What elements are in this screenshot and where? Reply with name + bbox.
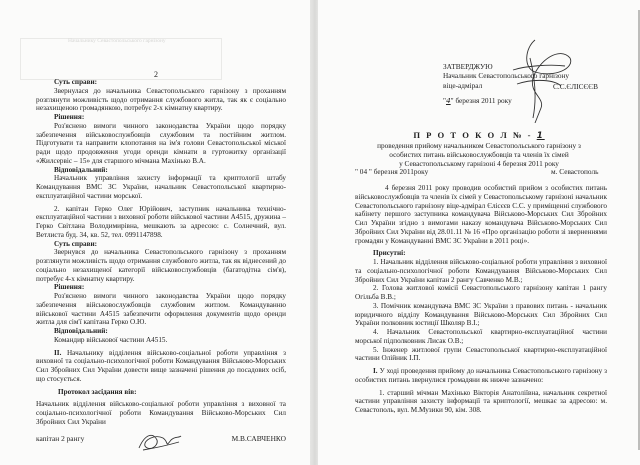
case1-essence-label: Суть справи:: [54, 78, 98, 86]
case1-decision-label: Рішення:: [54, 113, 85, 121]
signature-savchenko: [135, 430, 183, 454]
section-1-text: У ході проведення прийому до начальника Севастопольського гарнізону з особистих питань звернулися громадяни як нижче зазначено:: [355, 367, 608, 384]
approve-position: Начальник Севастопольського гарнізону: [443, 71, 570, 81]
subtitle-line: особистих питань військовослужбовців та членів їх сімей: [389, 150, 569, 159]
bleed-through-text: Начальнику Севастопольського гарнізону: [68, 38, 166, 44]
left-page-body: [36, 78, 286, 427]
present-item: 3. Помічник командувача ВМС ЗС України з правових питань - начальник юридичного відділу Командування Військово-Морських Сил Збройних Сил України полковник юстиції Школяр В.І.;: [355, 301, 607, 328]
approve-date-suffix: " березня 2011 року: [450, 96, 512, 106]
approve-label: ЗАТВЕРДЖУЮ: [443, 62, 493, 71]
keeper-name: М.В.САВЧЕНКО: [231, 434, 286, 443]
document-page-2: [0, 0, 312, 465]
case2-decision-label: Рішення:: [54, 283, 85, 292]
citizen-1: 1. старший мічман Махінько Вікторія Анатоліївна, начальник секретної частини управління захисту інформації та криптології, мешкає за адресою: м. Севастополь, вул. М.Музики 90, кім. 308.: [355, 388, 607, 414]
protocol-keeper-label: Протокол засідання вів:: [58, 387, 137, 396]
case2-responsible: Командир військової частини А4515.: [54, 335, 168, 344]
case1-responsible-label: Відповідальний:: [54, 165, 108, 174]
protocol-subtitle: [318, 141, 640, 168]
protocol-date: " 04 " березня 2011року: [355, 167, 429, 176]
present-label: Присутні:: [373, 249, 406, 258]
case1-essence: Звернулася до начальника Севастопольського гарнізону з проханням розглянути можливість щодо отримання службового житла, так як є соціально незахищеною громадянкою, потребує 2-х кімнатну квартиру.: [36, 86, 286, 113]
section-2: [36, 349, 286, 384]
protocol-title-text: П Р О Т О К О Л №: [413, 130, 524, 140]
keeper-rank: капітан 2 рангу: [36, 434, 85, 443]
section-1: [355, 367, 607, 385]
keeper-position: Начальник відділення військово-соціальної роботи управління з виховної та соціально-психологічної роботи Командування Військово-Морських Сил Збройних Сил України: [36, 400, 286, 426]
subtitle-line: проведення прийому начальником Севастопольського гарнізону з: [377, 141, 581, 150]
signature-eliseev: [505, 38, 585, 123]
case2-responsible-label: Відповідальний:: [54, 327, 108, 335]
protocol-city: м. Севастополь: [551, 167, 599, 176]
section-2-text: Начальнику відділення військово-соціальної роботи управління з виховної та соціально-психологічної роботи Командування Військово-Морських Сил Збройних Сил України довести вище зазначені рішення до посадових осіб, що стосується.: [36, 348, 287, 383]
approve-name: С.С.ЄЛІСЄЄВ: [553, 82, 598, 91]
case1-decision: Роз'яснено вимоги чинного законодавства України щодо порядку забезпечення військовослужбовців службовим та постійним житлом. Підготувати та направити клопотання на ім'я голови Севастопольської міської ради щодо продовження угоди оренди кімнати в гуртожитку організації «Жилсервіс – 15» для старшого мічмана Махінько В.А.: [36, 121, 286, 165]
protocol-number: 1: [536, 131, 545, 141]
approve-rank: віце-адмірал: [443, 80, 483, 90]
case1-responsible: Начальник управління захисту інформації та криптології штабу Командування ВМС ЗС України, начальник Севастопольської квартирно-експлуатаційної частини морської.: [36, 174, 286, 200]
case2-essence: Звернувся до начальника Севастопольського гарнізону з проханням розглянути можливість щодо отримання службового житла, так як віднесений до соціально незахищеної категорії військовослужбовців (багатодітна сім'я), потребує 4-х кімнатну квартиру.: [36, 248, 286, 283]
section-2-number: II.: [54, 348, 62, 357]
present-item: 1. Начальник відділення військово-соціальної роботи управління з виховної та соціально-психологічної роботи Командування Військово-Морських Сил Збройних Сил України капітан 2 рангу Савченко М.В.;: [355, 258, 607, 284]
page-number: 2: [154, 70, 158, 79]
protocol-title: П Р О Т О К О Л № - 1: [413, 130, 545, 141]
protocol-intro: 4 березня 2011 року проводив особистий прийом з особистих питань військовослужбовців та членів їх сімей у Севастопольському гарнізоні начальник Севастопольського гарнізону віце-адмірал Єлісєєв С.С. у приміщенні службового кабінету першого заступника командувача Військово-Морських Сил Збройних Сил України згідно з вимогами наказу командувача Військово-Морських Сил Збройних Сил України від 28.01.11 № 16 «Про організацію роботи зі зверненнями громадян у Командуванні ВМС ЗС України в 2011 році».: [355, 184, 607, 245]
case2-decision: Роз'яснено вимоги чинного законодавства України щодо порядку забезпечення військовослужбовців службовим житлом. Командуванню військової частини А4515 забезпечити оформлення документів щодо оренди житла для сім'ї капітана Герко О.Ю.: [36, 292, 286, 327]
subtitle-line: у Севастопольському гарнізоні 4 березня 2011 року: [399, 159, 559, 168]
present-item: 4. Начальник Севастопольської квартирно-експлуатаційної частини морської підполковник Лисак О.В.;: [355, 328, 607, 345]
present-item: 5. Інженер житлової групи Севастопольської квартирно-експлуатаційної частини Олійник І.П.: [355, 345, 607, 363]
present-item: 2. Голова житлової комісії Севастопольського гарнізону капітан 1 рангу Огільба В.В.;: [355, 284, 607, 301]
approve-date-day: 4: [445, 96, 451, 106]
approve-date-prefix: ": [443, 96, 446, 106]
case2-essence-label: Суть справи:: [54, 239, 98, 248]
right-page-body: [355, 184, 607, 415]
section-1-number: I.: [373, 367, 378, 375]
case2-intro: 2. капітан Герко Олег Юрійович, заступник начальника технічно-експлуатаційної частини з виховної роботи військової частини А4515, дружина – Герко Світлана Володимирівна, мешкають за адресою: с. Солнечний, вул. Ветлиста буд. 34, кв. 52, тел. 0991147898.: [36, 204, 286, 239]
